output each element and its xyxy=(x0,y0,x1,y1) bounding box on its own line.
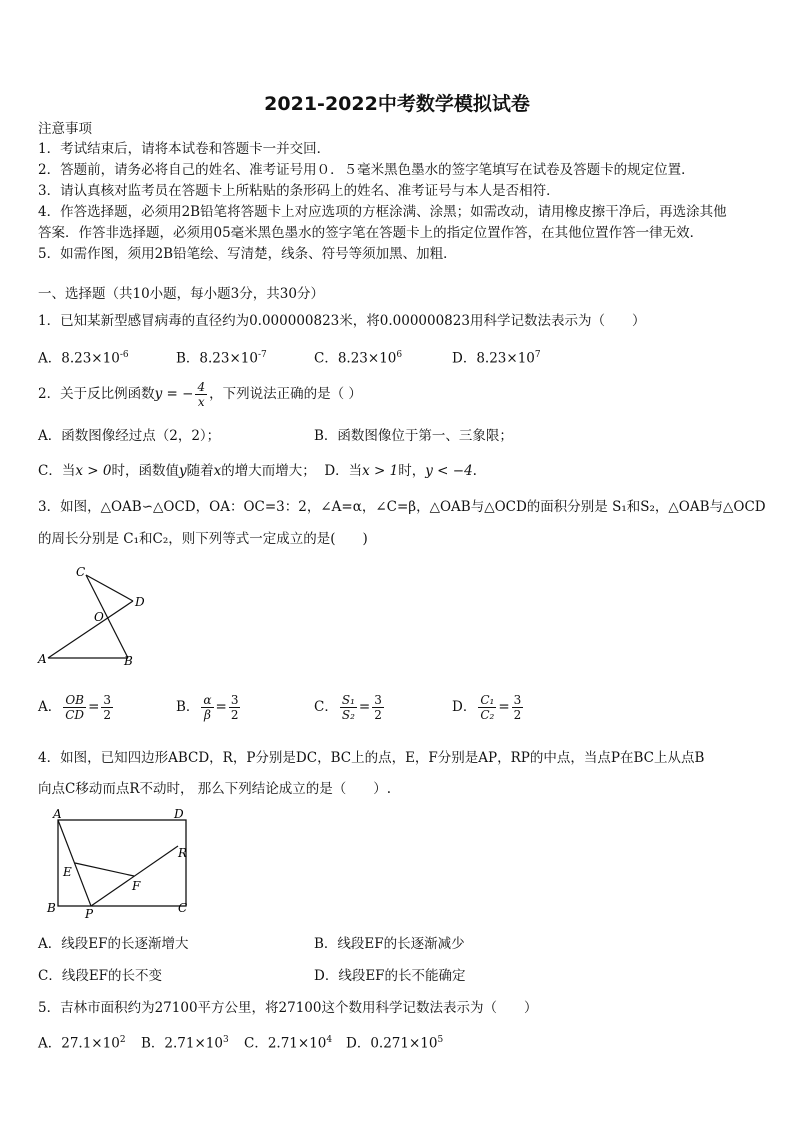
label-b: B xyxy=(47,901,56,915)
label-f: F xyxy=(132,879,141,893)
label-c: C xyxy=(178,901,188,915)
label-d: D xyxy=(135,595,145,609)
question-3-line1: 3．如图，△OAB∽△OCD，OA：OC=3：2，∠A=α，∠C=β，△OAB与△OCD的面积分别是 S₁和S₂，△OAB与△OCD xyxy=(38,499,766,515)
notice-item: 1．考试结束后，请将本试卷和答题卡一并交回． xyxy=(38,141,331,157)
q2-option-c-d: C．当x > 0时，函数值y随着x的增大而增大； D．当x > 1时，y < −4. xyxy=(38,463,477,479)
quadrilateral-figure xyxy=(44,808,204,920)
question-4-line1: 4．如图，已知四边形ABCD，R，P分别是DC，BC上的点，E，F分别是AP，RP的中点，当点P在BC上从点B xyxy=(38,750,705,766)
notice-heading: 注意事项 xyxy=(38,121,92,137)
question-1-stem: 1．已知某新型感冒病毒的直径约为0.000000823米，将0.000000823用科学记数法表示为（ ） xyxy=(38,313,646,329)
q5-option-c: C．$2.71\times 10^4$ xyxy=(244,1035,333,1052)
notice-item: 3．请认真核对监考员在答题卡上所粘贴的条形码上的姓名、准考证号与本人是否相符． xyxy=(38,183,560,199)
label-e: E xyxy=(63,865,72,879)
q1-option-a: A．$8.23\times 10^{-6}$ xyxy=(38,350,129,367)
q1-option-b: B．$8.23\times 10^{-7}$ xyxy=(176,350,267,367)
question-4-line2: 向点C移动而点R不动时， 那么下列结论成立的是（ ）. xyxy=(38,781,392,797)
label-c: C xyxy=(76,565,86,579)
label-a: A xyxy=(53,808,62,821)
q2-option-b: B．函数图像位于第一、三象限； xyxy=(314,428,513,444)
q3-option-d: D． $\frac{\text{C₁}}{\text{C₂}}$ = $\frac{3}{2}$ xyxy=(452,693,522,722)
q3-option-b: B． $\frac{\alpha}{\beta}$ = $\frac{3}{2}$ xyxy=(176,693,239,722)
q5-option-d: D．$0.271\times 10^5$ xyxy=(346,1035,444,1052)
q3-option-c: C． $\frac{\text{S₁}}{\text{S₂}}$ = $\frac{3}{2}$ xyxy=(314,693,382,722)
question-3-line2: 的周长分别是 C₁和C₂，则下列等式一定成立的是( ) xyxy=(38,531,368,547)
q4-option-c: C．线段EF的长不变 xyxy=(38,968,163,984)
label-p: P xyxy=(85,907,94,920)
notice-item: 4．作答选择题，必须用2B铅笔将答题卡上对应选项的方框涂满、涂黑；如需改动，请用橡皮擦干净后，再选涂其他 xyxy=(38,204,727,220)
q4-option-d: D．线段EF的长不能确定 xyxy=(314,968,466,984)
q5-option-a: A．$27.1\times 10^2$ xyxy=(38,1035,126,1052)
q4-option-b: B．线段EF的长逐渐减少 xyxy=(314,936,465,952)
q5-option-b: B．$2.71\times 10^3$ xyxy=(141,1035,229,1052)
question-5-stem: 5．吉林市面积约为27100平方公里，将27100这个数用科学记数法表示为（ ） xyxy=(38,1000,538,1016)
section-heading: 一、选择题（共10小题，每小题3分，共30分） xyxy=(38,286,324,302)
q2-option-a: A．函数图像经过点（2，2）； xyxy=(38,428,221,444)
label-o: O xyxy=(94,610,104,624)
label-b: B xyxy=(124,654,133,668)
question-2-stem: 2．关于反比例函数y = − $\frac{4}{x}$ ，下列说法正确的是（ ） xyxy=(38,380,362,409)
label-a: A xyxy=(38,652,47,666)
label-d: D xyxy=(174,808,184,821)
notice-item: 答案．作答非选择题，必须用05毫米黑色墨水的签字笔在答题卡上的指定位置作答，在其他位置作答一律无效． xyxy=(38,225,704,241)
notice-item: 2．答题前，请务必将自己的姓名、准考证号用０．５毫米黑色墨水的签字笔填写在试卷及答题卡的规定位置． xyxy=(38,162,695,178)
q4-option-a: A．线段EF的长逐渐增大 xyxy=(38,936,189,952)
triangle-figure xyxy=(36,563,166,668)
notice-item: 5．如需作图，须用2B铅笔绘、写清楚，线条、符号等须加黑、加粗． xyxy=(38,246,457,262)
q3-option-a: A． $\frac{OB}{CD}$ = $\frac{3}{2}$ xyxy=(38,693,112,722)
label-r: R xyxy=(178,846,188,860)
page-title: 2021-2022中考数学模拟试卷 xyxy=(264,93,530,115)
q1-option-c: C．$8.23\times 10^6$ xyxy=(314,350,403,367)
q1-option-d: D．$8.23\times 10^7$ xyxy=(452,350,541,367)
